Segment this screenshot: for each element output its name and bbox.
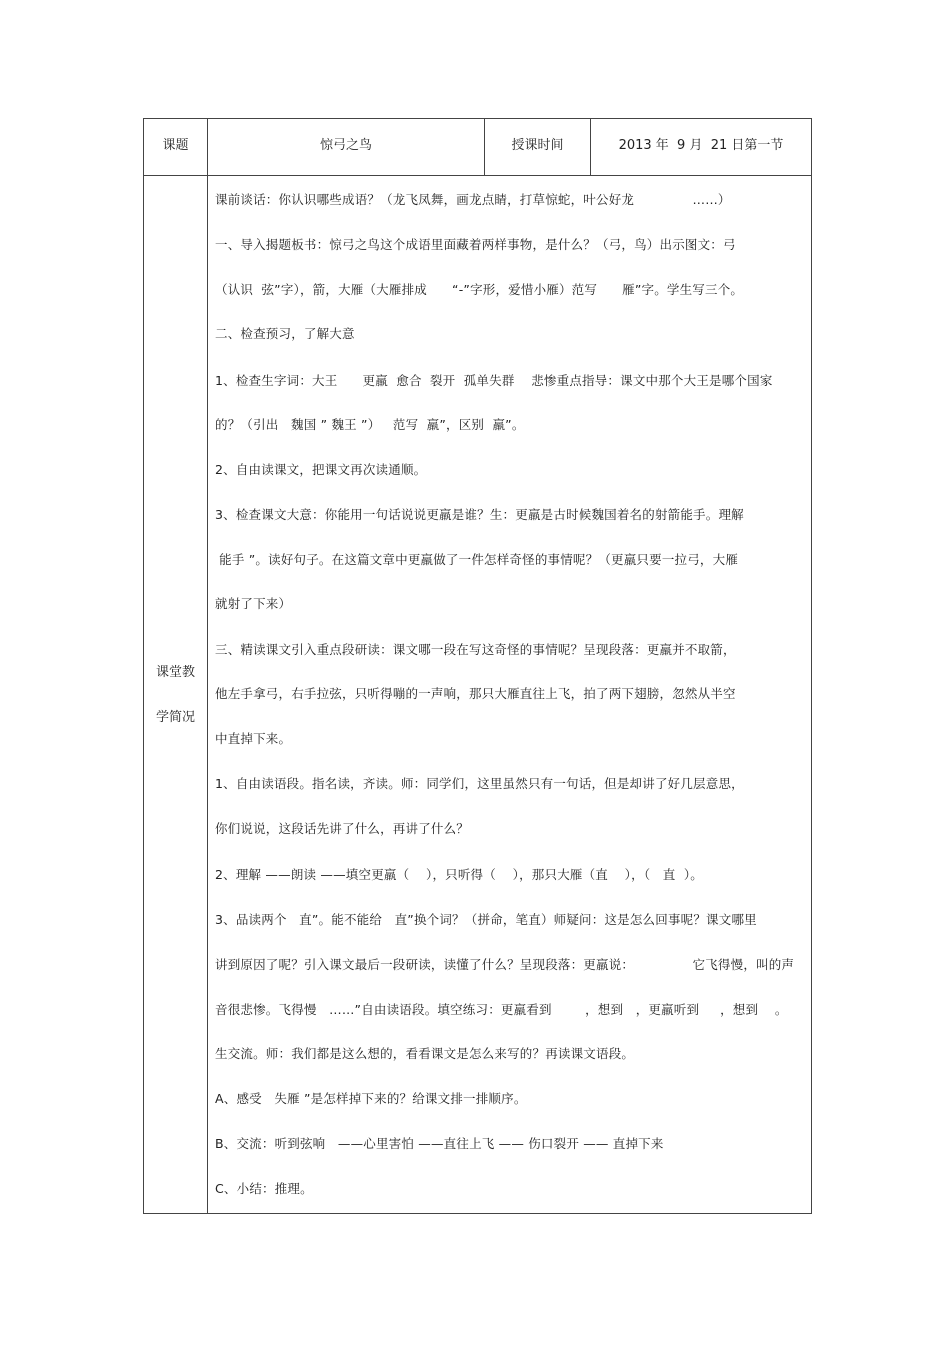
section-label-line-1: 课堂教 xyxy=(155,665,195,680)
body-line: C、小结：推理。 xyxy=(215,1181,313,1196)
body-line: 3、检查课文大意：你能用一句话说说更羸是谁？生：更羸是古时候魏国着名的射箭能手。理解 xyxy=(215,507,744,522)
body-line: 三、精读课文引入重点段研读：课文哪一段在写这奇怪的事情呢？呈现段落：更羸并不取箭， xyxy=(215,642,736,657)
body-line: 课前谈话：你认识哪些成语？（龙飞凤舞，画龙点睛，打草惊蛇，叶公好龙 ……） xyxy=(215,192,731,207)
lesson-plan-table xyxy=(143,118,812,1214)
time-label: 授课时间 xyxy=(511,138,564,153)
body-line: 就射了下来） xyxy=(215,596,292,611)
body-line: B、交流：听到弦响 ——心里害怕 ——直往上飞 —— 伤口裂开 —— 直掉下来 xyxy=(215,1136,664,1151)
body-line: 音很悲惨。飞得慢 ……”自由读语段。填空练习：更羸看到 ，想到 ，更羸听到 ，想到 。 xyxy=(215,1002,788,1017)
body-line: 能手 ”。读好句子。在这篇文章中更羸做了一件怎样奇怪的事情呢？（更羸只要一拉弓，大雁 xyxy=(215,552,739,567)
time-value: 2013 年 9 月 21 日第一节 xyxy=(618,138,784,153)
body-line: 1、自由读语段。指名读，齐读。师：同学们，这里虽然只有一句话，但是却讲了好几层意思， xyxy=(215,776,744,791)
body-line: 讲到原因了呢？引入课文最后一段研读，读懂了什么？呈现段落：更羸说： 它飞得慢，叫的声 xyxy=(215,957,795,972)
topic-label: 课题 xyxy=(162,138,189,153)
body-line: 2、理解 ——朗读 ——填空更羸（ ），只听得（ ），那只大雁（直 ），（ 直 ）。 xyxy=(215,867,703,882)
body-line: （认识 弦”字），箭，大雁（大雁排成 “-”字形，爱惜小雁）范写 雁”字。学生写三个。 xyxy=(215,282,744,297)
body-line: 中直掉下来。 xyxy=(215,731,292,746)
body-line: 你们说说，这段话先讲了什么，再讲了什么？ xyxy=(215,821,470,836)
body-line: 他左手拿弓，右手拉弦，只听得嘣的一声响，那只大雁直往上飞，拍了两下翅膀，忽然从半空 xyxy=(215,686,736,701)
topic-value: 惊弓之鸟 xyxy=(319,138,372,153)
section-label-line-2: 学简况 xyxy=(155,710,195,725)
body-line: 一、导入揭题板书：惊弓之鸟这个成语里面藏着两样事物，是什么？（弓，鸟）出示图文：弓 xyxy=(215,237,736,252)
body-line: A、感受 失雁 ”是怎样掉下来的？给课文排一排顺序。 xyxy=(215,1091,527,1106)
body-line: 2、自由读课文，把课文再次读通顺。 xyxy=(215,462,427,477)
body-line: 生交流。师：我们都是这么想的，看看课文是怎么来写的？再读课文语段。 xyxy=(215,1046,635,1061)
body-line: 1、检查生字词：大王 更羸 愈合 裂开 孤单失群 悲惨重点指导：课文中那个大王是哪个国家 xyxy=(215,373,773,388)
body-line: 二、检查预习，了解大意 xyxy=(215,326,355,341)
col-divider-1 xyxy=(207,119,208,1213)
body-line: 的？（引出 魏国 ” 魏王 ”） 范写 羸”，区别 羸”。 xyxy=(215,417,525,432)
body-line: 3、品读两个 直”。能不能给 直”换个词？（拼命，笔直）师疑问：这是怎么回事呢？课文哪里 xyxy=(215,912,757,927)
header-divider xyxy=(144,175,811,176)
